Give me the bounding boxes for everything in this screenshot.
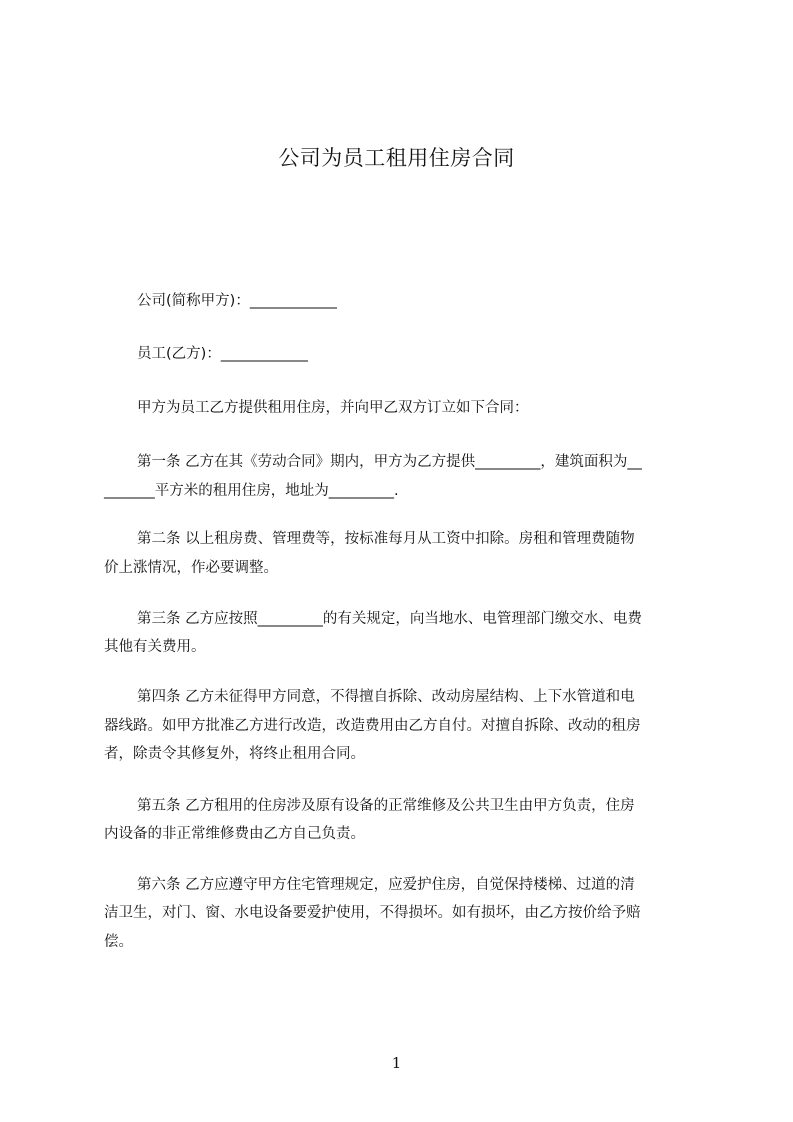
article-4-line-1: 第四条 乙方未征得甲方同意，不得擅自拆除、改动房屋结构、上下水管道和电 <box>137 689 635 705</box>
article-2-line-1: 第二条 以上租房费、管理费等，按标准每月从工资中扣除。房租和管理费随物 <box>137 531 635 547</box>
intro-paragraph: 甲方为员工乙方提供租用住房，并向甲乙双方订立如下合同： <box>137 400 529 416</box>
article-6-line-1: 第六条 乙方应遵守甲方住宅管理规定，应爱护住房，自觉保持楼梯、过道的清 <box>137 877 635 893</box>
party-b-line: 员工(乙方)：____________ <box>137 346 308 362</box>
article-1-line-1: 第一条 乙方在其《劳动合同》期内，甲方为乙方提供_________，建筑面积为__ <box>137 454 642 470</box>
article-2-line-2: 价上涨情况，作必要调整。 <box>104 560 278 576</box>
article-6-line-2: 洁卫生，对门、窗、水电设备要爱护使用，不得损坏。如有损坏，由乙方按价给予赔 <box>104 905 641 921</box>
page-number: 1 <box>391 1054 402 1072</box>
article-3-line-2: 其他有关费用。 <box>104 639 206 655</box>
article-4-line-3: 者，除责令其修复外，将终止租用合同。 <box>104 746 365 762</box>
article-5-line-2: 内设备的非正常维修费由乙方自己负责。 <box>104 826 365 842</box>
article-6-line-3: 偿。 <box>104 934 133 950</box>
article-5-line-1: 第五条 乙方租用的住房涉及原有设备的正常维修及公共卫生由甲方负责，住房 <box>137 798 635 814</box>
article-4-line-2: 器线路。如甲方批准乙方进行改造，改造费用由乙方自付。对擅自拆除、改动的租房 <box>104 718 641 734</box>
article-1-line-2: _______平方米的租用住房，地址为_________. <box>104 483 399 499</box>
article-3-line-1: 第三条 乙方应按照_________的有关规定，向当地水、电管理部门缴交水、电费 <box>137 611 642 627</box>
party-a-line: 公司(简称甲方)：____________ <box>137 293 337 309</box>
document-title: 公司为员工租用住房合同 <box>278 146 515 170</box>
